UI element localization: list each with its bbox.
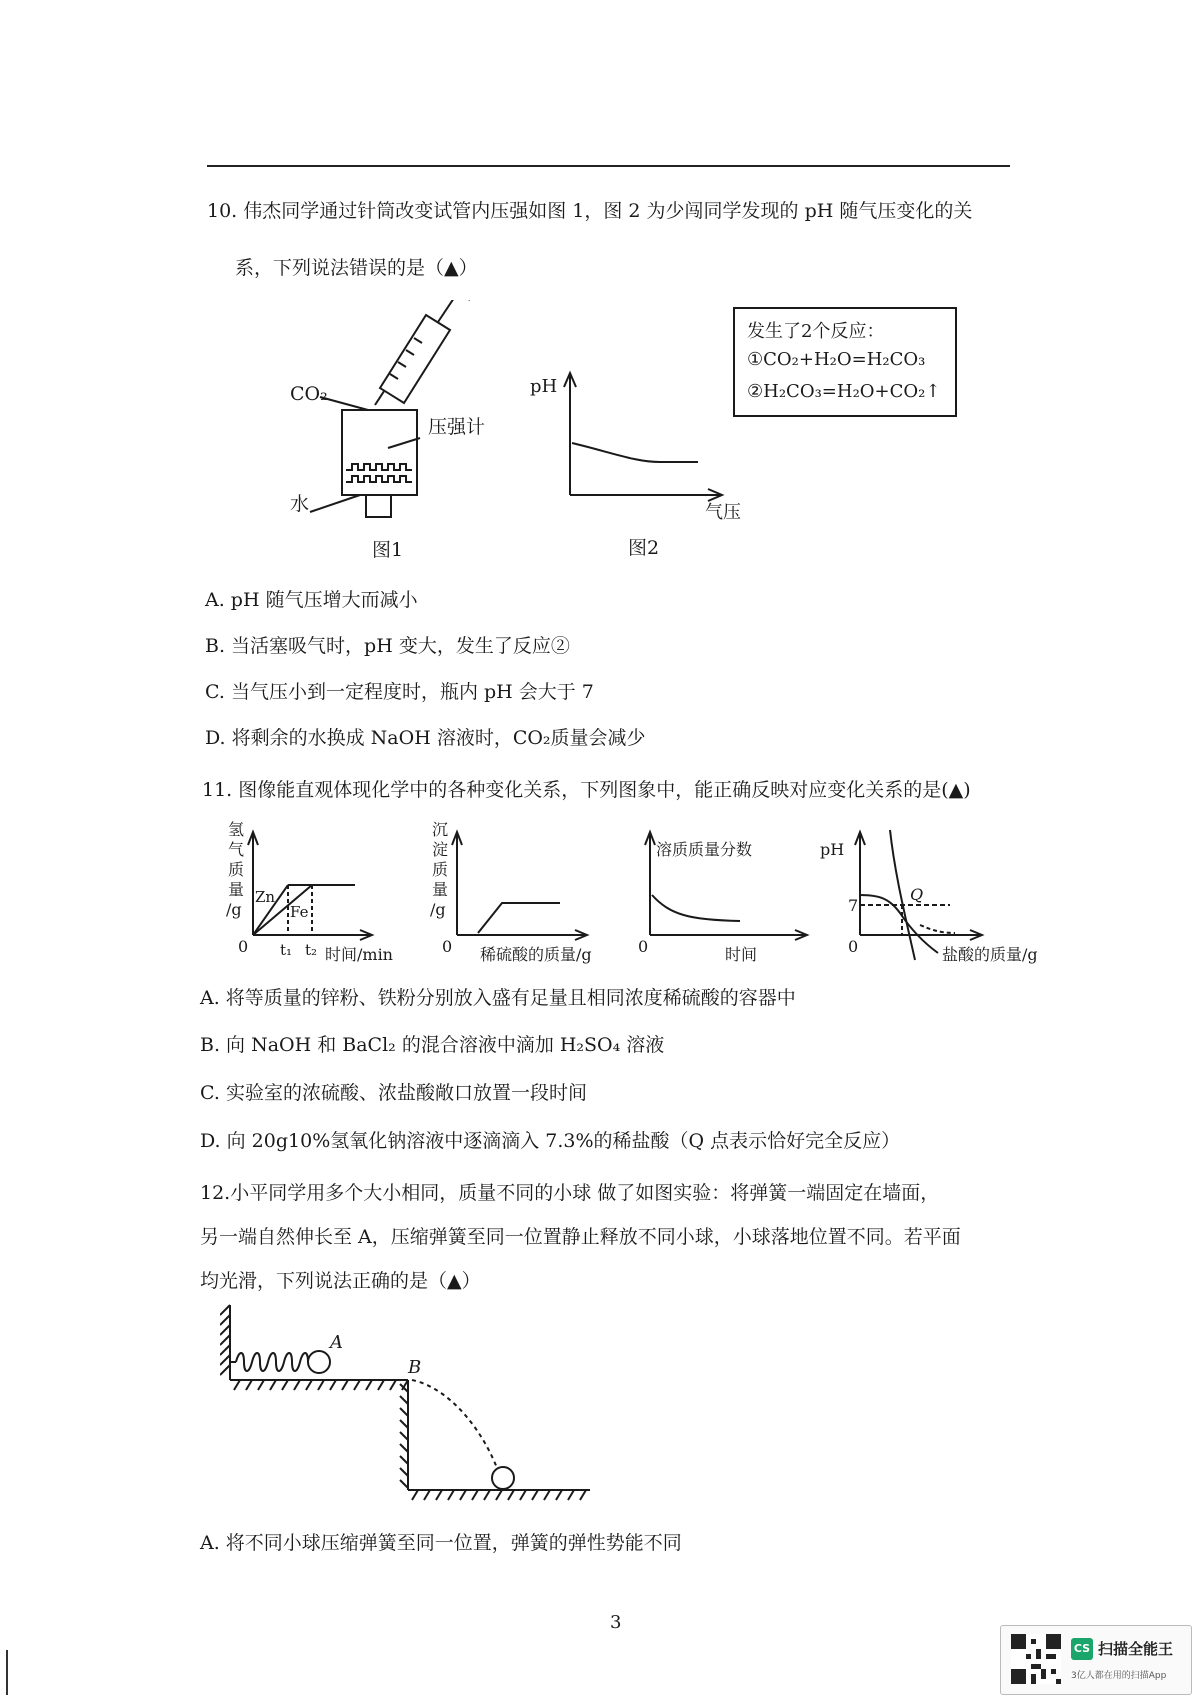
graph-a-xlabel: 时间/min bbox=[325, 945, 393, 964]
scanner-tagline: 3亿人都在用的扫描App bbox=[1071, 1671, 1167, 1681]
graph-a-ylabel-4: /g bbox=[226, 900, 242, 919]
reaction-box bbox=[733, 307, 957, 417]
page-number: 3 bbox=[610, 1612, 622, 1633]
q12-stem-line1: 12.小平同学用多个大小相同，质量不同的小球 做了如图实验：将弹簧一端固定在墙面， bbox=[200, 1182, 940, 1204]
graph-a-t2: t₂ bbox=[305, 941, 318, 959]
scanner-logo-icon: CS bbox=[1071, 1638, 1093, 1660]
graph-d-xlabel: 盐酸的质量/g bbox=[942, 945, 1038, 964]
reaction-2: ②H₂CO₃=H₂O+CO₂↑ bbox=[747, 381, 941, 402]
q10-option-d: D. 将剩余的水换成 NaOH 溶液时，CO₂质量会减少 bbox=[205, 727, 646, 749]
graph-c-origin: 0 bbox=[638, 937, 649, 956]
graph-a-ylabel-2: 质 bbox=[228, 860, 245, 879]
graph-a bbox=[226, 820, 393, 964]
reaction-1: ①CO₂+H₂O=H₂CO₃ bbox=[747, 349, 926, 370]
scanner-name: 扫描全能王 bbox=[1098, 1640, 1174, 1658]
fig2-x-label: 气压 bbox=[705, 502, 741, 523]
q10-option-a: A. pH 随气压增大而减小 bbox=[205, 589, 418, 611]
syringe bbox=[375, 300, 470, 405]
graph-b-ylabel-4: /g bbox=[430, 900, 446, 919]
q11-option-d: D. 向 20g10%氢氧化钠溶液中逐滴滴入 7.3%的稀盐酸（Q 点表示恰好完全反应） bbox=[200, 1130, 901, 1152]
graph-a-ylabel-1: 气 bbox=[228, 840, 245, 859]
graph-c bbox=[638, 832, 807, 964]
graph-a-ylabel-0: 氢 bbox=[228, 820, 245, 839]
graph-d-ylabel: pH bbox=[820, 840, 845, 859]
pressure-gauge-label: 压强计 bbox=[428, 416, 486, 438]
water-label: 水 bbox=[290, 493, 310, 515]
fig2-graph bbox=[564, 373, 722, 501]
graph-a-t1: t₁ bbox=[280, 941, 293, 959]
q12-figure bbox=[220, 1300, 620, 1510]
graph-c-ylabel: 溶质质量分数 bbox=[656, 840, 753, 859]
graph-a-origin: 0 bbox=[238, 937, 249, 956]
fig2-caption: 图2 bbox=[628, 537, 660, 559]
bottle bbox=[310, 397, 420, 517]
graph-b bbox=[430, 820, 592, 964]
q12-option-a: A. 将不同小球压缩弹簧至同一位置，弹簧的弹性势能不同 bbox=[200, 1532, 682, 1554]
graph-b-origin: 0 bbox=[442, 937, 453, 956]
graph-b-ylabel-3: 量 bbox=[432, 880, 449, 899]
graph-d-seven: 7 bbox=[848, 896, 859, 915]
graph-d-q: Q bbox=[910, 885, 924, 904]
graph-a-ylabel-3: 量 bbox=[228, 880, 245, 899]
margin-mark bbox=[6, 1650, 8, 1695]
graph-b-ylabel-0: 沉 bbox=[432, 820, 449, 839]
q10-stem-line2: 系，下列说法错误的是（▲） bbox=[235, 257, 478, 279]
reaction-box-title: 发生了2个反应： bbox=[747, 321, 885, 342]
q10-stem-line1: 10. 伟杰同学通过针筒改变试管内压强如图 1，图 2 为少闯同学发现的 pH 随气压变化的关 bbox=[207, 200, 973, 222]
graph-c-xlabel: 时间 bbox=[725, 945, 758, 964]
header-rule bbox=[207, 165, 1010, 167]
q10-option-b: B. 当活塞吸气时，pH 变大，发生了反应② bbox=[205, 635, 570, 657]
q11-option-c: C. 实验室的浓硫酸、浓盐酸敞口放置一段时间 bbox=[200, 1082, 587, 1104]
graph-a-zn: Zn bbox=[255, 888, 276, 906]
point-b-label: B bbox=[408, 1357, 422, 1378]
graph-d bbox=[820, 830, 1038, 964]
q10-option-c: C. 当气压小到一定程度时，瓶内 pH 会大于 7 bbox=[205, 681, 594, 703]
q11-option-b: B. 向 NaOH 和 BaCl₂ 的混合溶液中滴加 H₂SO₄ 溶液 bbox=[200, 1034, 665, 1056]
point-a-label: A bbox=[330, 1332, 343, 1353]
graph-b-ylabel-2: 质 bbox=[432, 860, 449, 879]
scanner-watermark bbox=[1000, 1625, 1192, 1695]
graph-b-xlabel: 稀硫酸的质量/g bbox=[480, 945, 592, 964]
fig1-caption: 图1 bbox=[372, 539, 404, 561]
graph-d-origin: 0 bbox=[848, 937, 859, 956]
co2-label: CO₂ bbox=[290, 383, 328, 405]
q12-stem-line3: 均光滑，下列说法正确的是（▲） bbox=[200, 1270, 481, 1292]
graph-b-ylabel-1: 淀 bbox=[432, 840, 449, 859]
q11-graphs bbox=[220, 815, 1070, 970]
qr-code-icon bbox=[1011, 1634, 1061, 1684]
q11-stem: 11. 图像能直观体现化学中的各种变化关系，下列图象中，能正确反映对应变化关系的是(▲) bbox=[202, 779, 971, 801]
q11-option-a: A. 将等质量的锌粉、铁粉分别放入盛有足量且相同浓度稀硫酸的容器中 bbox=[200, 987, 796, 1009]
q12-stem-line2: 另一端自然伸长至 A，压缩弹簧至同一位置静止释放不同小球，小球落地位置不同。若平面 bbox=[200, 1226, 961, 1248]
q10-figures bbox=[280, 300, 760, 570]
fig2-y-label: pH bbox=[530, 376, 558, 397]
graph-a-fe: Fe bbox=[290, 903, 309, 921]
